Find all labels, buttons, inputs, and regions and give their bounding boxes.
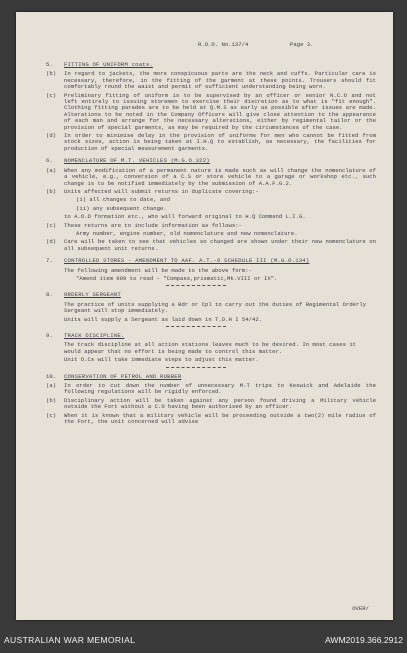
archive-reference: AWM2019.366.2912 (324, 635, 403, 645)
section-number: 6. (46, 157, 53, 165)
paragraph-label: (a) (46, 166, 57, 174)
page-number: Page 3. (290, 41, 314, 48)
section-heading (46, 62, 376, 68)
section-heading (46, 292, 376, 298)
paragraph (46, 93, 376, 131)
section-heading (46, 158, 376, 164)
section-8 (46, 292, 376, 327)
paragraph-label: (d) (46, 238, 57, 246)
section-heading (46, 333, 376, 339)
order-reference: R.O.O. No.137/4 (198, 41, 249, 48)
paragraph-text: Disciplinary action will be taken against any person found driving a Military vehicle outside the Fort without a C.O having been authorised by an officer. (64, 396, 376, 411)
paragraph-text: The following amendment will be made to the above form:- (64, 266, 252, 274)
paragraph-text: When it is known that a military vehicle will be proceeding outside a two(2) mile radius of the Fort, the unit concerned will advise (64, 411, 376, 426)
paragraph (46, 71, 376, 90)
page-header (16, 42, 393, 52)
paragraph-text: The track discipline at all action stations leaves much to be desired. In most cases it would appear that no effort is being made to control this matter. (64, 341, 357, 355)
divider (166, 326, 226, 327)
paragraph-label: (b) (46, 70, 57, 78)
section-heading (46, 374, 376, 380)
section-title: FITTING OF UNIFORM coats. (64, 61, 153, 68)
section-6 (46, 158, 376, 252)
section-number: 8. (46, 291, 53, 299)
divider (166, 367, 226, 368)
section-number: 9. (46, 332, 53, 339)
section-title: CONTROLLED STORES - AMENDMENT TO AAF. A.T.-6 SCHEDULE III (M.G.O.134) (64, 257, 310, 265)
paragraph-text: In order to cut down the number of unnecessary M.T trips to Keswick and Adelaide the following regulations will be rigidly enforced. (64, 382, 376, 396)
paragraph (46, 413, 376, 426)
paragraph-label: (b) (46, 396, 57, 404)
paragraph-text: In order to minimise delay in the provision of uniforms for men who cannot be fitted from stock sizes, action is being taken at I.H.Q to establish, as necessary, the facilities for production of special measurement garments. (64, 132, 376, 152)
section-10 (46, 374, 376, 426)
divider (166, 285, 226, 286)
paragraph-text: These returns are to include information as follows:- (64, 221, 242, 229)
paragraph-text: Care will be taken to see that vehicles so changed are shown under their new nomenclature on all subsequent unit returns. (64, 238, 376, 252)
paragraph-text: Unit O.Cs will take immediate steps to adjust this matter. (64, 356, 259, 364)
paragraph-text: In regard to jackets, the more conspicuous parts are the neck and cuffs. Particular care is necessary, therefore, in the fitting of the garment at these points. Trousers should fit comfortably round the waist and permit of sufficient understanding being worn. (64, 70, 376, 91)
section-number: 7. (46, 257, 53, 265)
document-body (46, 56, 376, 425)
section-title: CONSERVATION OF PETROL AND RUBBER (64, 372, 182, 380)
amendment-quote: "Amend item 909 to read - "Compass,prismatic,Mk.VIII or IX". (76, 274, 278, 282)
paragraph-text: Preliminary fitting of uniform is to be supervised by an officer or senior N.C.O and not left entirely to issuing storemen to exercise their discretion as to what is "fit enough". Clothing fitting parades are to be held at Q.M.S as early as possible after issues are made. Alterations to be noted in the Company Officers will give close attention to the appearance of each man and arrange for the necessary alterations, either by regimental tailor or the provision of special garments, as may be required by the circumstances of the case. (64, 91, 376, 131)
paragraph-text: When any modification of a permanent nature is made such as will change the nomenclature of a vehicle, e.g., conversion of a C.S or store vehicle to a garage or workshop etc., such change is to be notified immediately by the submission of A.A.F.G.2. (64, 166, 376, 187)
paragraph-text: Units will supply a Sergeant as laid down in T.D.H I 54/42. (64, 315, 263, 323)
paragraph-label: (c) (46, 411, 57, 419)
paragraph (46, 383, 376, 396)
list-item: (ii) any subsequent change. (76, 204, 167, 212)
archive-credit: AUSTRALIAN WAR MEMORIAL (4, 635, 136, 645)
paragraph-text: The practice of units supplying a Bdr or Cpl to carry out the duties of Regimental Orderly Sergeant will stop immediately. (64, 300, 367, 315)
paragraph-label: (a) (46, 382, 57, 390)
section-number: 10. (46, 372, 57, 380)
section-title: NOMENCLATURE OF M.T. VEHICLES (M.G.O.322) (64, 157, 210, 165)
document-page (16, 12, 393, 620)
paragraph-label: (c) (46, 221, 57, 229)
list-item: (i) all changes to date, and (76, 196, 170, 204)
paragraph (46, 133, 376, 152)
paragraph-text: to A.O.D formation etc., who will forward original to H.Q Command L.I.G. (64, 213, 306, 221)
paragraph-text: Units affected will submit returns in duplicate covering:- (64, 187, 259, 195)
paragraph (46, 239, 376, 252)
paragraph-label: (d) (46, 132, 57, 140)
section-title: ORDERLY SERGEANT (64, 291, 121, 299)
section-9 (46, 333, 376, 368)
paragraph (46, 223, 376, 229)
paragraph-text: Army number, engine number, old nomenclature and new nomenclature. (76, 229, 298, 237)
paragraph (46, 168, 376, 187)
over-marker: OVER/ (352, 604, 369, 612)
paragraph-label: (b) (46, 187, 57, 195)
paragraph-label: (c) (46, 91, 57, 99)
section-heading (46, 258, 376, 264)
paragraph (46, 398, 376, 411)
section-title: TRACK DISCIPLINE. (64, 332, 125, 339)
section-7 (46, 258, 376, 286)
section-number: 5. (46, 61, 53, 68)
section-5 (46, 62, 376, 152)
paragraph (46, 189, 376, 195)
